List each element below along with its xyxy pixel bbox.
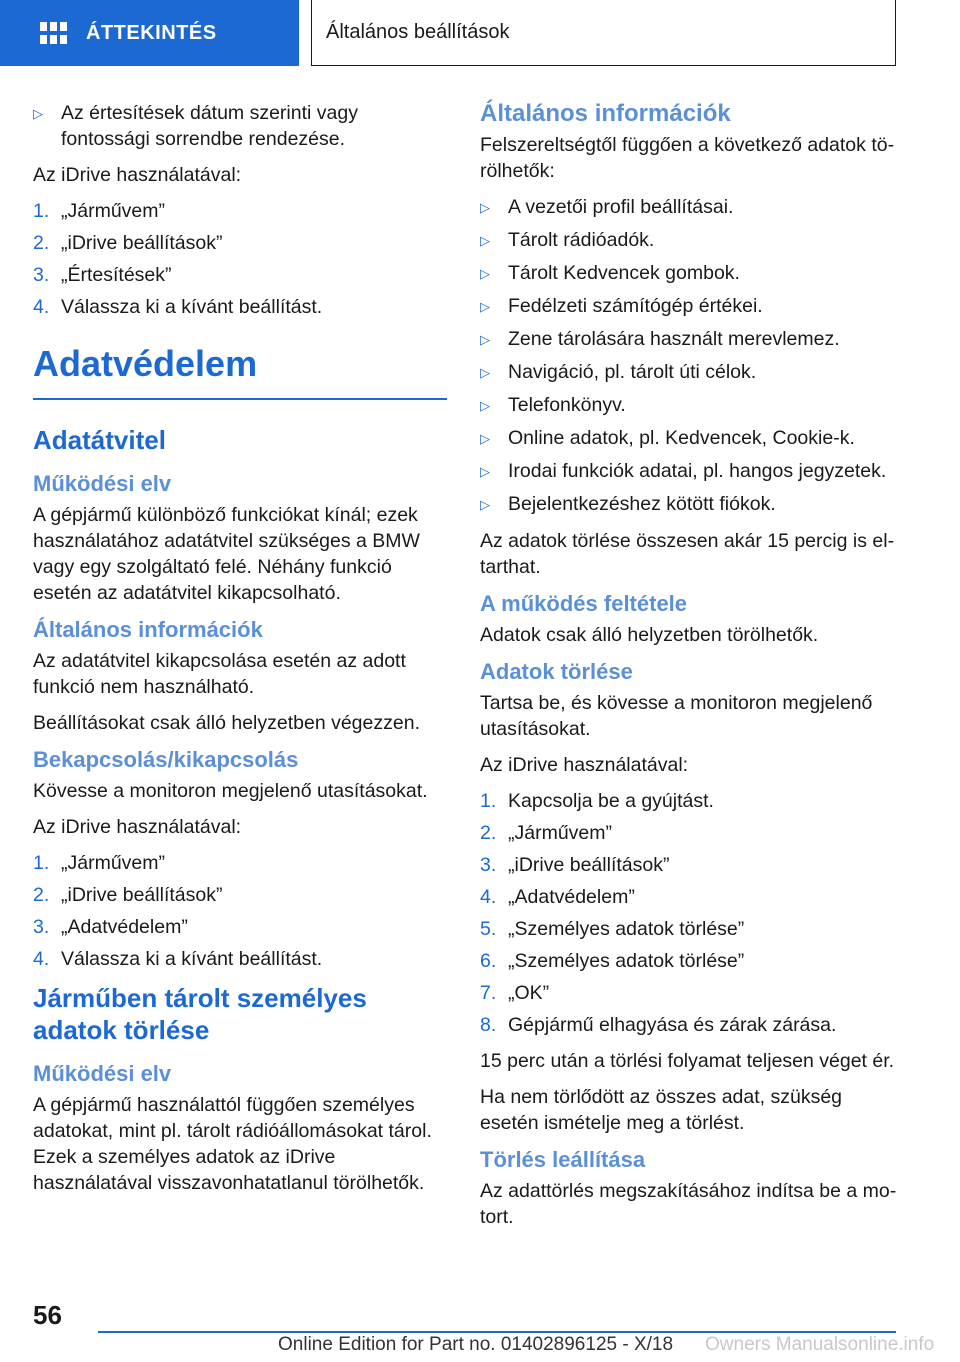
heading-general-info-2: Általános információk [480,100,731,127]
step-text: „Adatvédelem” [61,916,188,938]
bullet-list-top [33,100,447,152]
bullet-text: Zene tárolására használt merevlemez. [508,328,840,350]
condition-text: Adatok csak álló helyzetben törölhetők. [480,624,819,646]
step-number: 4. [33,296,50,318]
triangle-bullet-icon: ▷ [480,365,490,380]
principle-text: A gépjármű különböző funkciókat kínál; ezek használatához adatátvitel szükséges a BMW vagy egy szolgáltató felé. Néhány funkció esetén az adatátvitel kikapcsolható. [33,504,420,604]
triangle-bullet-icon: ▷ [480,200,490,215]
after-15-text: 15 perc után a törlési folyamat teljesen véget ér. [480,1050,895,1072]
bullet-text: Tárolt Kedvencek gombok. [508,262,740,284]
step-text: „iDrive beállítások” [61,232,223,254]
idrive-intro: Az iDrive használatával: [33,164,242,186]
step-item [33,850,447,876]
triangle-bullet-icon: ▷ [33,106,43,121]
triangle-bullet-icon: ▷ [480,299,490,314]
step-text: „Értesítések” [61,264,172,286]
steps-list-3 [480,788,900,1038]
list-item: ▷ Az értesítések dátum szerinti vagy fontossági sorrendbe rendezése. [33,102,358,150]
step-number: 4. [480,886,497,908]
list-item [480,392,900,419]
bullet-text: Bejelentkezéshez kötött fiókok. [508,493,776,515]
not-deleted-text: Ha nem törlődött az összes adat, szükség esetén ismételje meg a törlést. [480,1086,843,1134]
watermark-text: Owners Manualsonline.info [705,1334,935,1355]
step-item [480,820,900,846]
step-number: 2. [33,884,50,906]
step-item [480,916,900,942]
principle-text-2: A gépjármű használattól függően személyes adatokat, mint pl. tárolt rádióállomásokat tárol. Ezek a személyes adatok az iDrive használatával visszavonhatatlanul törölhetők. [33,1094,432,1194]
on-off-text: Kövesse a monitoron megjelenő utasításokat. [33,780,428,802]
page-header [0,0,960,66]
list-item [480,491,900,518]
step-text: „Járművem” [508,822,613,844]
overview-tab[interactable] [0,0,299,66]
step-item [33,914,447,940]
bullet-text: Online adatok, pl. Kedvencek, Cookie-k. [508,427,855,449]
step-number: 2. [480,822,497,844]
step-item [480,948,900,974]
heading-condition: A működés feltétele [480,591,688,616]
step-text: „Járművem” [61,852,166,874]
step-number: 1. [33,200,50,222]
step-number: 4. [33,948,50,970]
triangle-bullet-icon: ▷ [480,497,490,512]
heading-on-off: Bekapcsolás/kikapcsolás [33,747,299,772]
step-item [33,294,447,320]
step-number: 1. [480,790,497,812]
edition-text: Online Edition for Part no. 01402896125 - X/18 [278,1334,674,1355]
list-item [480,326,900,353]
overview-tab-label: ÁTTEKINTÉS [86,21,217,44]
page-number: 56 [33,1300,62,1330]
triangle-bullet-icon: ▷ [480,332,490,347]
triangle-bullet-icon: ▷ [480,266,490,281]
step-text: „Személyes adatok törlése” [508,950,745,972]
steps-list-2 [33,850,447,972]
page-title: Adatvédelem [33,342,447,400]
step-item [33,946,447,972]
list-item [480,458,900,485]
stop-delete-text: Az adattörlés megszakításához indítsa be a motort. [480,1180,897,1228]
bullet-text: Navigáció, pl. tárolt úti célok. [508,361,757,383]
step-number: 2. [33,232,50,254]
section-title-data-transfer: Adatátvitel [33,425,166,455]
right-column [480,100,900,1240]
step-text: Válassza ki a kívánt beállítást. [61,948,323,970]
step-text: Válassza ki a kívánt beállítást. [61,296,323,318]
step-item [480,884,900,910]
step-number: 1. [33,852,50,874]
step-text: „iDrive beállítások” [508,854,670,876]
step-item [480,852,900,878]
step-item [33,262,447,288]
step-number: 6. [480,950,497,972]
delete-duration-text: Az adatok törlése összesen akár 15 percig is eltarthat. [480,530,895,578]
triangle-bullet-icon: ▷ [480,398,490,413]
current-section-label: Általános beállítások [326,21,510,43]
step-text: Kapcsolja be a gyújtást. [508,790,714,812]
idrive-intro-3: Az iDrive használatával: [480,754,689,776]
general-info-2-text: Felszereltségtől függően a következő adatok törölhetők: [480,134,895,182]
heading-principle: Működési elv [33,471,172,496]
heading-stop-delete: Törlés leállítása [480,1147,646,1172]
heading-general-info: Általános információk [33,617,263,642]
left-column [33,100,447,1206]
step-text: „iDrive beállítások” [61,884,223,906]
list-item [480,359,900,386]
general-info-text: Az adatátvitel kikapcsolása esetén az adott funkció nem használható. [33,650,406,698]
bullet-text: Telefonkönyv. [508,394,626,416]
step-item [33,230,447,256]
step-text: „Személyes adatok törlése” [508,918,745,940]
step-text: Gépjármű elhagyása és zárak zárása. [508,1014,837,1036]
step-number: 3. [33,264,50,286]
grid-menu-icon [40,22,66,44]
step-item [33,198,447,224]
general-info-text-2: Beállításokat csak álló helyzetben végezzen. [33,712,420,734]
delete-data-text: Tartsa be, és kövesse a monitoron megjelenő utasításokat. [480,692,873,740]
step-number: 7. [480,982,497,1004]
list-item [480,260,900,287]
bullet-text: Fedélzeti számítógép értékei. [508,295,763,317]
bullet-text: A vezetői profil beállításai. [508,196,734,218]
deletable-data-list [480,194,900,518]
list-item [480,227,900,254]
step-number: 3. [480,854,497,876]
bullet-text: Tárolt rádióadók. [508,229,655,251]
step-item [480,980,900,1006]
list-item [480,293,900,320]
step-text: „Adatvédelem” [508,886,635,908]
step-item [480,788,900,814]
list-item [480,194,900,221]
idrive-intro-2: Az iDrive használatával: [33,816,242,838]
heading-principle-2: Működési elv [33,1061,172,1086]
heading-delete-data: Adatok törlése [480,659,633,684]
step-number: 3. [33,916,50,938]
list-item [480,425,900,452]
step-number: 8. [480,1014,497,1036]
footer-divider [98,1331,896,1333]
step-text: „OK” [508,982,550,1004]
step-item [33,882,447,908]
triangle-bullet-icon: ▷ [480,233,490,248]
step-text: „Járművem” [61,200,166,222]
triangle-bullet-icon: ▷ [480,431,490,446]
section-title-delete-personal-data: Járműben tárolt személyes adatok törlése [33,983,367,1045]
step-number: 5. [480,918,497,940]
step-item [480,1012,900,1038]
current-section-tab[interactable] [311,0,896,66]
bullet-text: Irodai funkciók adatai, pl. hangos jegyzetek. [508,460,887,482]
triangle-bullet-icon: ▷ [480,464,490,479]
steps-list-1 [33,198,447,320]
